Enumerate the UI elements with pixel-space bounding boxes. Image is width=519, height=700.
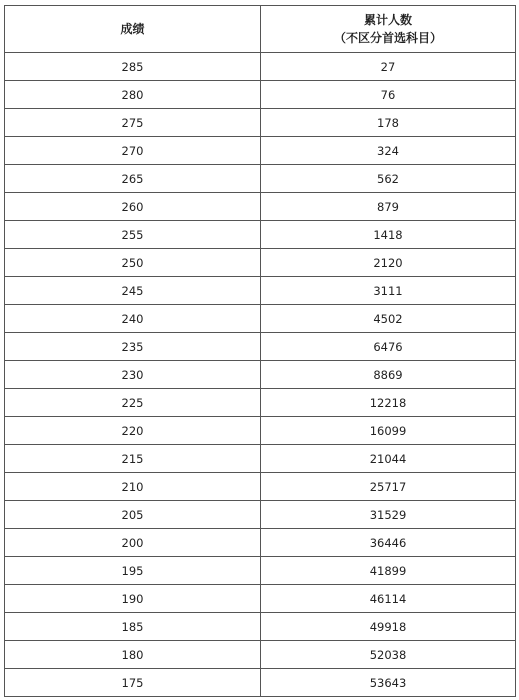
score-cell: 240 [5, 305, 261, 333]
cumulative-count-cell: 3111 [261, 277, 516, 305]
score-column-header: 成绩 [5, 6, 261, 53]
table-row [5, 389, 516, 417]
score-cell: 270 [5, 137, 261, 165]
cumulative-count-cell: 562 [261, 165, 516, 193]
cumulative-count-cell: 41899 [261, 557, 516, 585]
header-row [5, 6, 516, 53]
score-cell: 260 [5, 193, 261, 221]
table-row [5, 137, 516, 165]
score-cell: 215 [5, 445, 261, 473]
cumulative-count-cell: 76 [261, 81, 516, 109]
score-cell: 245 [5, 277, 261, 305]
cumulative-count-cell: 53643 [261, 669, 516, 697]
table-body [5, 53, 516, 697]
score-cell: 225 [5, 389, 261, 417]
table-row [5, 277, 516, 305]
table-row [5, 669, 516, 697]
cumulative-count-cell: 52038 [261, 641, 516, 669]
table-row [5, 473, 516, 501]
cumulative-count-cell: 12218 [261, 389, 516, 417]
cumulative-count-cell: 178 [261, 109, 516, 137]
table-row [5, 557, 516, 585]
table-row [5, 529, 516, 557]
table-row [5, 501, 516, 529]
cumulative-count-header-note: （不区分首选科目） [333, 31, 442, 45]
cumulative-count-cell: 1418 [261, 221, 516, 249]
score-cell: 265 [5, 165, 261, 193]
cumulative-count-cell: 27 [261, 53, 516, 81]
cumulative-count-cell: 46114 [261, 585, 516, 613]
table-header [5, 6, 516, 53]
cumulative-count-cell: 25717 [261, 473, 516, 501]
table-row [5, 81, 516, 109]
score-table-container [4, 5, 515, 697]
table-row [5, 53, 516, 81]
score-cell: 185 [5, 613, 261, 641]
score-cell: 195 [5, 557, 261, 585]
cumulative-count-cell: 49918 [261, 613, 516, 641]
score-cell: 220 [5, 417, 261, 445]
score-cell: 280 [5, 81, 261, 109]
cumulative-count-cell: 879 [261, 193, 516, 221]
table-row [5, 585, 516, 613]
score-cell: 210 [5, 473, 261, 501]
table-row [5, 249, 516, 277]
score-cell: 250 [5, 249, 261, 277]
table-row [5, 333, 516, 361]
table-row [5, 193, 516, 221]
cumulative-count-cell: 4502 [261, 305, 516, 333]
score-cell: 235 [5, 333, 261, 361]
score-cell: 285 [5, 53, 261, 81]
cumulative-count-cell: 36446 [261, 529, 516, 557]
cumulative-count-cell: 16099 [261, 417, 516, 445]
cumulative-count-header-title: 累计人数 [363, 13, 412, 27]
score-distribution-table [4, 5, 516, 697]
score-cell: 180 [5, 641, 261, 669]
cumulative-count-cell: 6476 [261, 333, 516, 361]
score-cell: 255 [5, 221, 261, 249]
score-cell: 190 [5, 585, 261, 613]
cumulative-count-cell: 2120 [261, 249, 516, 277]
table-row [5, 305, 516, 333]
cumulative-count-cell: 31529 [261, 501, 516, 529]
cumulative-count-cell: 324 [261, 137, 516, 165]
score-cell: 205 [5, 501, 261, 529]
cumulative-count-column-header [261, 6, 516, 53]
cumulative-count-cell: 8869 [261, 361, 516, 389]
table-row [5, 221, 516, 249]
score-cell: 275 [5, 109, 261, 137]
table-row [5, 641, 516, 669]
table-row [5, 613, 516, 641]
table-row [5, 165, 516, 193]
score-cell: 230 [5, 361, 261, 389]
score-cell: 200 [5, 529, 261, 557]
score-cell: 175 [5, 669, 261, 697]
table-row [5, 361, 516, 389]
table-row [5, 417, 516, 445]
table-row [5, 445, 516, 473]
cumulative-count-cell: 21044 [261, 445, 516, 473]
table-row [5, 109, 516, 137]
